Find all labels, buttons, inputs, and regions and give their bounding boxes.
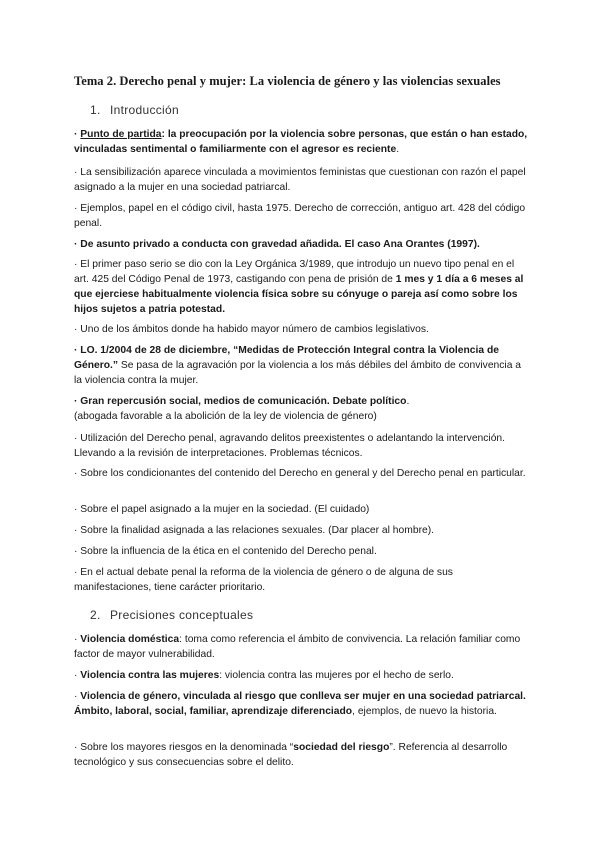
paragraph-relaciones-sexuales: · Sobre la finalidad asignada a las relaciones sexuales. (Dar placer al hombre). xyxy=(74,525,435,536)
section-heading-precisiones xyxy=(90,608,253,622)
bullet-text: · xyxy=(74,129,81,140)
paragraph-asunto-privado: · De asunto privado a conducta con gravedad añadida. El caso Ana Orantes (1997). xyxy=(74,239,480,250)
bold-text: : la preocupación por la violencia sobre personas, que están o han estado, vinculadas sentimental o familiarmente con el agresor es reciente xyxy=(74,129,528,155)
text: . xyxy=(396,144,400,155)
paragraph-punto-de-partida xyxy=(74,127,528,157)
section-heading-introduccion xyxy=(90,103,179,117)
bullet-text: · xyxy=(74,691,81,702)
bold-text: Violencia doméstica xyxy=(80,634,180,645)
paragraph-cambios-legislativos: · Uno de los ámbitos donde ha habido mayor número de cambios legislativos. xyxy=(74,324,429,335)
text: Se pasa de la agravación por la violencia a los más débiles del ámbito de convivencia a la violencia contra la mujer. xyxy=(74,360,522,386)
text: : violencia contra las mujeres por el hecho de serlo. xyxy=(219,670,454,681)
paragraph-debate-penal: · En el actual debate penal la reforma de la violencia de género o de alguna de sus manifestaciones, tiene carácter prioritario. xyxy=(74,567,453,593)
underlined-text: Punto de partida xyxy=(80,129,162,140)
bold-text: 1 mes y 1 día a 6 meses al que ejerciese habitualmente violencia física sobre su cónyuge o pareja así como sobre los hijos sujetos a patria potestad. xyxy=(74,274,524,315)
paragraph-etica: · Sobre la influencia de la ética en el contenido del Derecho penal. xyxy=(74,546,377,557)
text: ”. Referencia al desarrollo tecnológico y sus consecuencias sobre el delito. xyxy=(74,742,508,768)
paragraph-sociedad-riesgo xyxy=(74,740,528,770)
text: , ejemplos, de nuevo la historia. xyxy=(352,706,497,717)
section-number: 1. xyxy=(90,103,101,117)
text: · Sobre los mayores riesgos en la denominada “ xyxy=(74,742,294,753)
paragraph-primer-paso xyxy=(74,257,528,317)
text: (abogada favorable a la abolición de la ley de violencia de género) xyxy=(74,411,377,422)
bullet-text: · xyxy=(74,634,81,645)
section-label: Precisiones conceptuales xyxy=(110,608,254,622)
bold-text: · Gran repercusión social, medios de comunicación. Debate político xyxy=(74,396,407,407)
text: . xyxy=(406,396,410,407)
bold-text: · LO. 1/2004 de 28 de diciembre, “Medidas de Protección Integral contra la Violencia de Género.” xyxy=(74,345,499,371)
paragraph-violencia-mujeres xyxy=(74,668,528,683)
text: · El primer paso serio se dio con la Ley Orgánica 3/1989, que introdujo un nuevo tipo penal en el art. 425 del Código Penal de 1973, castigando con pena de prisión de xyxy=(74,259,515,285)
document-title: Tema 2. Derecho penal y mujer: La violencia de género y las violencias sexuales xyxy=(74,74,501,88)
paragraph-violencia-domestica xyxy=(74,632,528,662)
text: : toma como referencia el ámbito de convivencia. La relación familiar como factor de mayor vulnerabilidad. xyxy=(74,634,521,660)
paragraph-utilizacion: · Utilización del Derecho penal, agravando delitos preexistentes o adelantando la intervención. Llevando a la revisión de interpretaciones. Problemas técnicos. xyxy=(74,433,506,459)
paragraph-violencia-genero xyxy=(74,689,528,719)
bold-text: Violencia contra las mujeres xyxy=(80,670,220,681)
paragraph-condicionantes: · Sobre los condicionantes del contenido del Derecho en general y del Derecho penal en particular. xyxy=(74,468,526,479)
bullet-text: · xyxy=(74,670,81,681)
bold-text: sociedad del riesgo xyxy=(293,742,390,753)
bold-text: Violencia de género, vinculada al riesgo que conlleva ser mujer en una sociedad patriarcal. Ámbito, laboral, social, familiar, aprendizaje diferenciado xyxy=(74,691,526,717)
paragraph-ejemplos: · Ejemplos, papel en el código civil, hasta 1975. Derecho de corrección, antiguo art. 428 del código penal. xyxy=(74,203,526,229)
section-number: 2. xyxy=(90,608,101,622)
section-label: Introducción xyxy=(110,103,179,117)
paragraph-papel-mujer: · Sobre el papel asignado a la mujer en la sociedad. (El cuidado) xyxy=(74,504,370,515)
paragraph-repercusion xyxy=(74,394,528,424)
paragraph-sensibilizacion: · La sensibilización aparece vinculada a movimientos feministas que cuestionan con razón el papel asignado a la mujer en una sociedad patriarcal. xyxy=(74,167,526,193)
paragraph-lo-2004 xyxy=(74,343,528,388)
